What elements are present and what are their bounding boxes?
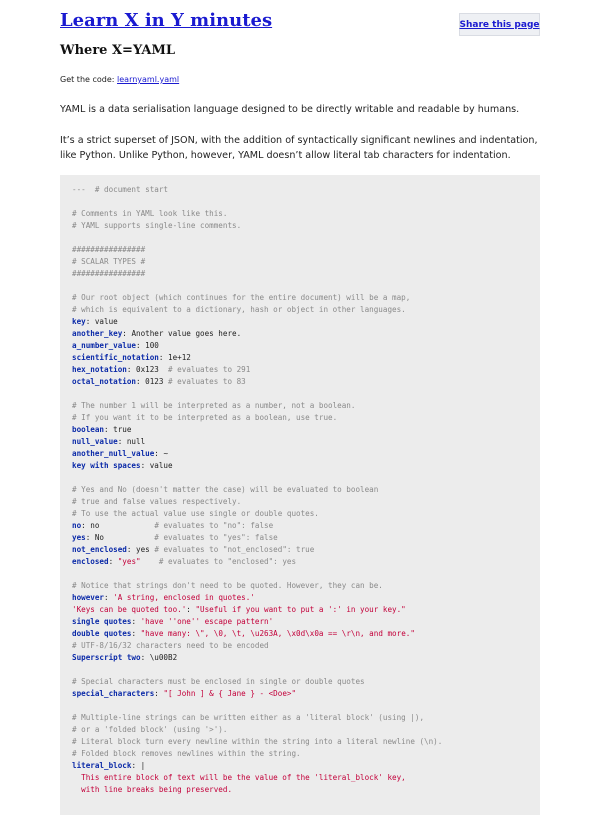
code-line: [72, 640, 540, 652]
code-comment: # SCALAR TYPES #: [72, 257, 146, 266]
code-key: key: [72, 317, 86, 326]
code-line: [72, 748, 540, 760]
code-comment: # Special characters must be enclosed in single or double quotes: [72, 677, 365, 686]
code-line: [72, 424, 540, 436]
code-line: [72, 220, 540, 232]
get-code-label: Get the code:: [60, 75, 118, 84]
code-comment: # true and false values respectively.: [72, 497, 242, 506]
code-comment: --- # document start: [72, 185, 169, 194]
code-comment: # YAML supports single-line comments.: [72, 221, 242, 230]
code-comment: # or a 'folded block' (using '>').: [72, 725, 228, 734]
code-comment: # If you want it to be interpreted as a boolean, use true.: [72, 413, 338, 422]
code-line: [72, 208, 540, 220]
code-value: :: [131, 617, 141, 626]
code-string: "Useful if you want to put a ':' in your key.": [195, 605, 406, 614]
code-key: single quotes: [72, 617, 132, 626]
code-key: literal_block: [72, 761, 132, 770]
code-string: 'Keys can be quoted too.': [72, 605, 187, 614]
code-value: :: [104, 593, 114, 602]
code-key: hex_notation: [72, 365, 127, 374]
share-page-button[interactable]: Share this page: [459, 13, 540, 36]
code-string: "yes": [117, 557, 141, 566]
code-value: : value: [140, 461, 173, 470]
code-comment: # Our root object (which continues for the entire document) will be a map,: [72, 293, 411, 302]
code-line: [72, 292, 540, 304]
code-value: :: [186, 605, 196, 614]
code-key: another_null_value: [72, 449, 155, 458]
code-value: : \u00B2: [140, 653, 178, 662]
code-comment: # Yes and No (doesn't matter the case) will be evaluated to boolean: [72, 485, 379, 494]
code-line: [72, 772, 540, 784]
code-line: [72, 460, 540, 472]
code-comment: # evaluates to "no": false: [154, 521, 274, 530]
code-key: enclosed: [72, 557, 109, 566]
code-value: :: [154, 689, 164, 698]
code-line: [72, 616, 540, 628]
code-block: [60, 175, 540, 815]
code-line: [72, 496, 540, 508]
code-line: [72, 784, 540, 796]
code-value: : 0123: [136, 377, 169, 386]
code-line: [72, 412, 540, 424]
get-code-line: [60, 75, 179, 84]
code-comment: # Folded block removes newlines within the string.: [72, 749, 301, 758]
code-comment: # To use the actual value use single or double quotes.: [72, 509, 319, 518]
intro-paragraph-2: It’s a strict superset of JSON, with the addition of syntactically significant newlines and indentation, like Python. Unlike Python, however, YAML doesn’t allow literal tab characters for indentation.: [60, 135, 538, 161]
code-line: [72, 676, 540, 688]
intro-paragraph-1: YAML is a data serialisation language designed to be directly writable and readable by humans.: [60, 104, 520, 115]
code-value: : yes: [126, 545, 155, 554]
code-key: no: [72, 521, 82, 530]
code-line: [72, 580, 540, 592]
page-subtitle: Where X=YAML: [60, 43, 176, 58]
code-key: however: [72, 593, 105, 602]
code-value: : no: [81, 521, 155, 530]
code-line: [72, 304, 540, 316]
code-comment: # Multiple-line strings can be written either as a 'literal block' (using |),: [72, 713, 425, 722]
code-line: [72, 232, 540, 244]
code-comment: # evaluates to 291: [168, 365, 251, 374]
code-string: "have many: \", \0, \t, \u263A, \x0d\x0a == \r\n, and more.": [140, 629, 415, 638]
code-line: [72, 340, 540, 352]
code-key: Superscript two: [72, 653, 141, 662]
code-line: [72, 664, 540, 676]
code-line: [72, 508, 540, 520]
code-comment: # which is equivalent to a dictionary, hash or object in other languages.: [72, 305, 406, 314]
code-value: : 0x123: [126, 365, 169, 374]
code-line: [72, 700, 540, 712]
code-value: : value: [85, 317, 118, 326]
page-title[interactable]: Learn X in Y minutes: [60, 10, 273, 31]
code-line: [72, 724, 540, 736]
download-code-link[interactable]: learnyaml.yaml: [117, 75, 180, 84]
code-line: [72, 352, 540, 364]
code-comment: # evaluates to "not_enclosed": true: [154, 545, 315, 554]
code-key: boolean: [72, 425, 105, 434]
code-line: [72, 244, 540, 256]
code-line: [72, 280, 540, 292]
code-line: [72, 364, 540, 376]
code-line: [72, 376, 540, 388]
code-string: 'have ''one'' escape pattern': [140, 617, 274, 626]
code-line: [72, 544, 540, 556]
code-line: [72, 568, 540, 580]
code-line: [72, 484, 540, 496]
code-string: "[ John ] & { Jane } - <Doe>": [163, 689, 297, 698]
code-value: : Another value goes here.: [122, 329, 242, 338]
code-comment: ################: [72, 269, 146, 278]
code-comment: # Literal block turn every newline within the string into a literal newline (\n).: [72, 737, 443, 746]
code-value: :: [108, 557, 118, 566]
code-value: : null: [117, 437, 146, 446]
code-key: null_value: [72, 437, 118, 446]
code-comment: # The number 1 will be interpreted as a number, not a boolean.: [72, 401, 356, 410]
code-value: : 1e+12: [158, 353, 191, 362]
code-line: [72, 532, 540, 544]
code-key: not_enclosed: [72, 545, 127, 554]
code-line: [72, 736, 540, 748]
code-line: [72, 388, 540, 400]
code-comment: # evaluates to 83: [168, 377, 246, 386]
code-key: a_number_value: [72, 341, 137, 350]
code-line: [72, 268, 540, 280]
code-line: [72, 448, 540, 460]
code-string: This entire block of text will be the value of the 'literal_block' key,: [72, 773, 406, 782]
code-comment: ################: [72, 245, 146, 254]
code-comment: # UTF-8/16/32 characters need to be encoded: [72, 641, 269, 650]
code-line: [72, 760, 540, 772]
code-value: : |: [131, 761, 146, 770]
code-line: [72, 472, 540, 484]
code-value: [141, 557, 159, 566]
code-string: with line breaks being preserved.: [72, 785, 233, 794]
code-line: [72, 316, 540, 328]
code-value: : true: [104, 425, 132, 434]
code-line: [72, 604, 540, 616]
code-line: [72, 436, 540, 448]
code-line: [72, 556, 540, 568]
code-key: yes: [72, 533, 86, 542]
code-key: double quotes: [72, 629, 132, 638]
code-line: [72, 688, 540, 700]
code-key: another_key: [72, 329, 123, 338]
code-comment: # Notice that strings don't need to be quoted. However, they can be.: [72, 581, 383, 590]
code-comment: # Comments in YAML look like this.: [72, 209, 228, 218]
code-key: special_characters: [72, 689, 155, 698]
code-string: 'A string, enclosed in quotes.': [113, 593, 255, 602]
code-line: [72, 520, 540, 532]
code-key: octal_notation: [72, 377, 137, 386]
code-line: [72, 400, 540, 412]
code-line: [72, 628, 540, 640]
code-key: scientific_notation: [72, 353, 159, 362]
code-key: key with spaces: [72, 461, 141, 470]
code-value: : ~: [154, 449, 169, 458]
code-line: [72, 712, 540, 724]
code-value: :: [131, 629, 141, 638]
code-line: [72, 196, 540, 208]
code-value: : 100: [136, 341, 159, 350]
code-line: [72, 256, 540, 268]
code-value: : No: [85, 533, 155, 542]
code-line: [72, 184, 540, 196]
code-line: [72, 592, 540, 604]
code-line: [72, 328, 540, 340]
code-comment: # evaluates to "yes": false: [154, 533, 278, 542]
code-line: [72, 652, 540, 664]
code-comment: # evaluates to "enclosed": yes: [158, 557, 297, 566]
